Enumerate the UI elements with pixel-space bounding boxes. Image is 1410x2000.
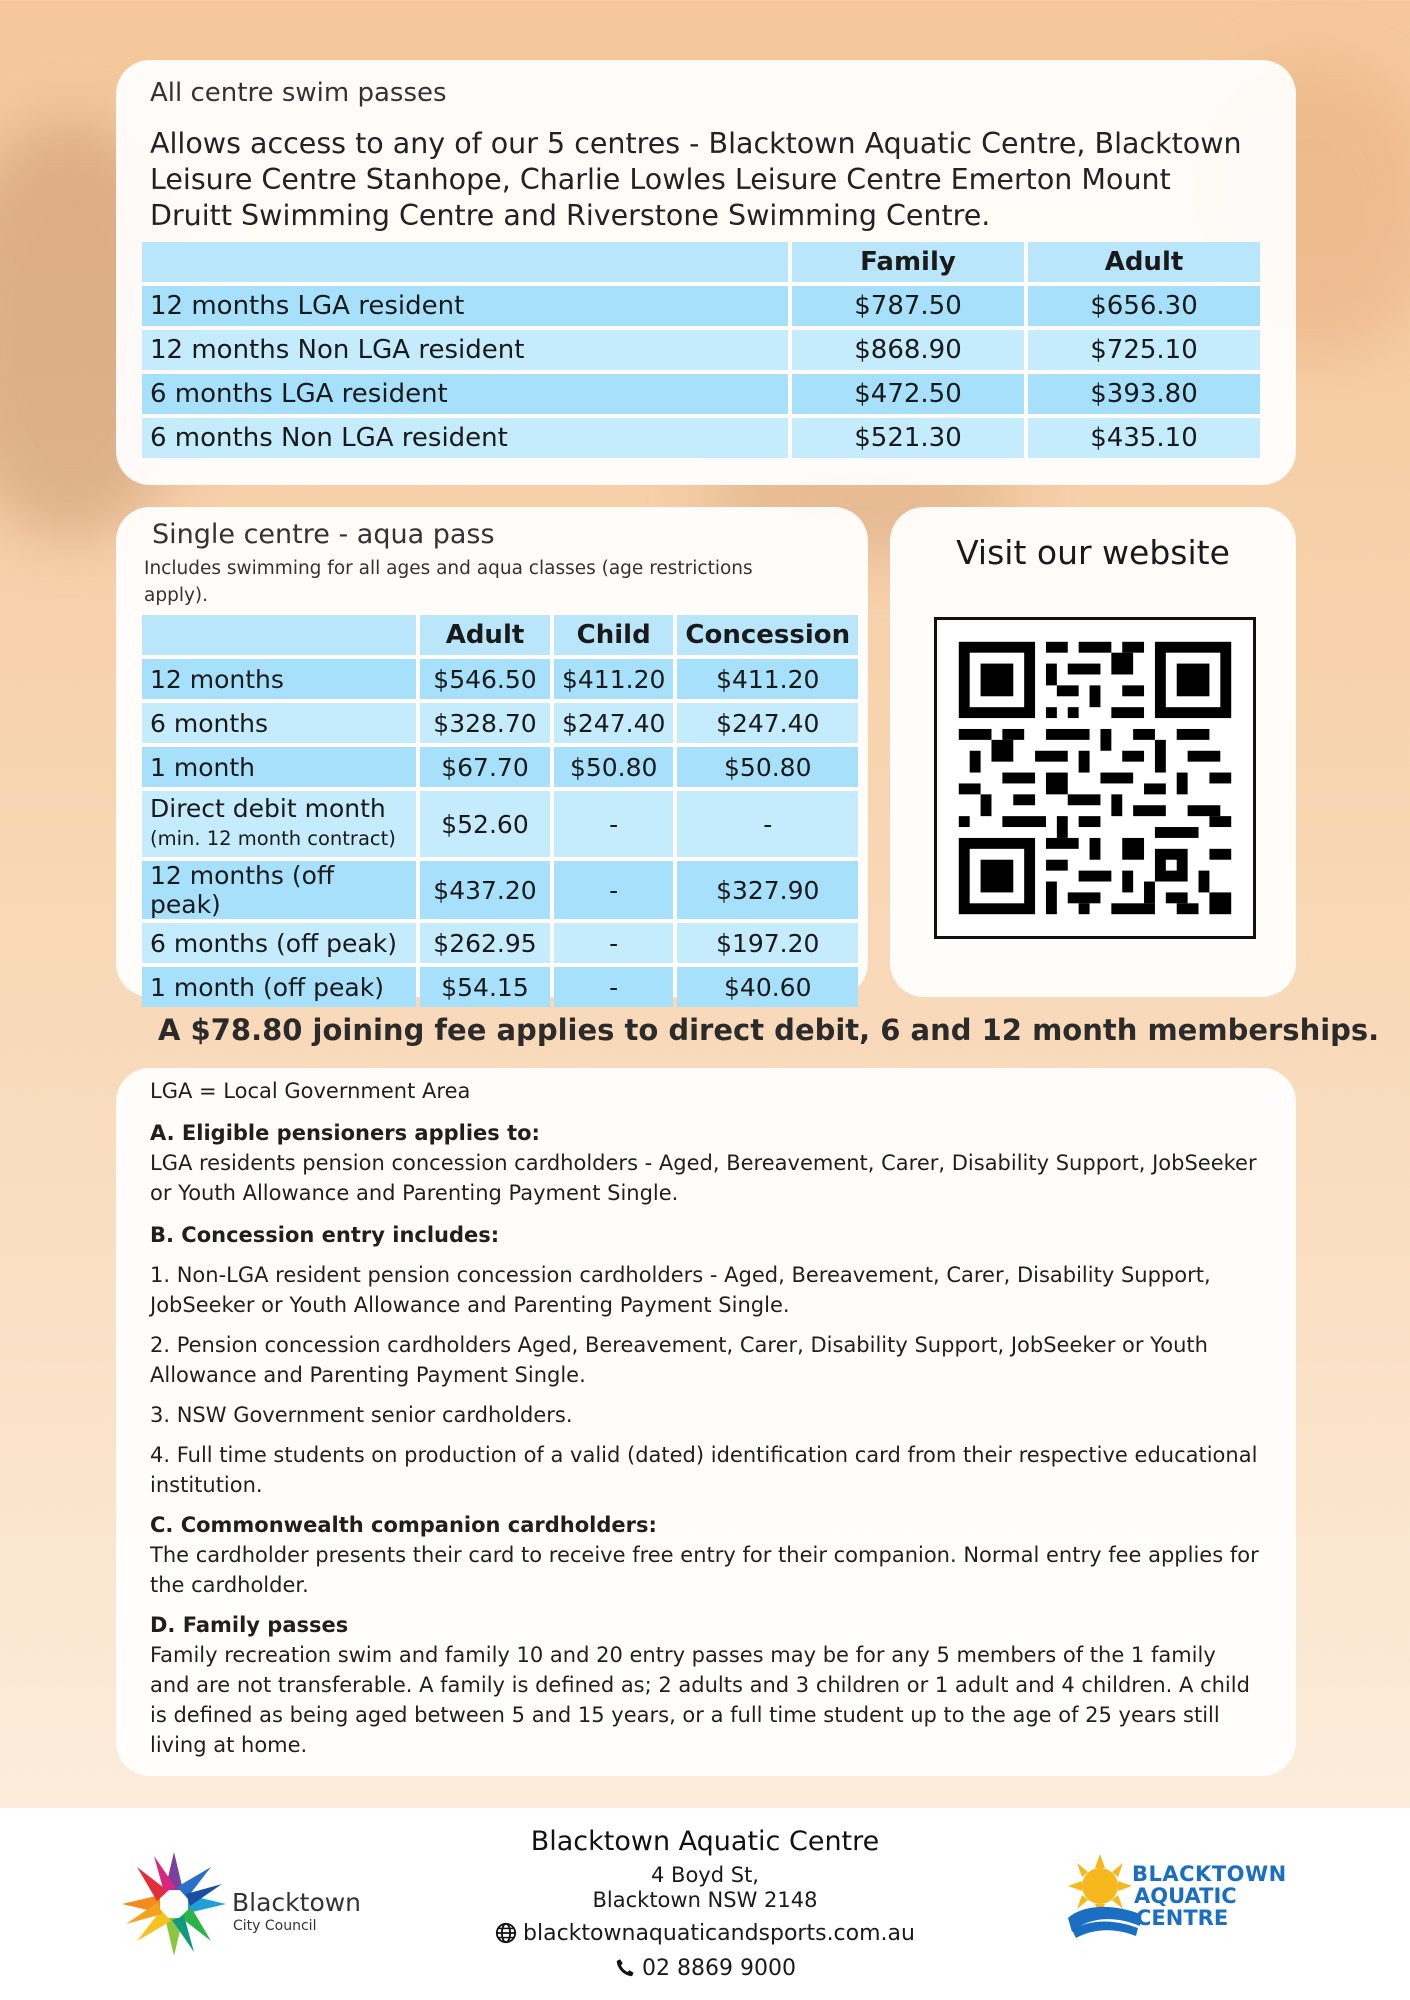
phone-icon bbox=[614, 1957, 636, 1979]
adult-price: $393.80 bbox=[1028, 374, 1260, 414]
website-card bbox=[890, 507, 1296, 997]
concession-price: $247.40 bbox=[677, 703, 858, 743]
all-centre-description: Allows access to any of our 5 centres - Blacktown Aquatic Centre, Blacktown Leisure Centre Stanhope, Charlie Lowles Leisure Centre Emerton Mount Druitt Swimming Centre and Riverstone Swimming Centre. bbox=[150, 127, 1242, 232]
concession-price: - bbox=[677, 791, 858, 857]
table-row bbox=[142, 861, 858, 919]
adult-price: $262.95 bbox=[420, 923, 550, 963]
phone-line bbox=[405, 1951, 1005, 1987]
phone-number[interactable]: 02 8869 9000 bbox=[642, 1956, 796, 1981]
council-logo-subtext: City Council bbox=[233, 1918, 317, 1934]
table-header: Adult bbox=[1028, 242, 1260, 282]
row-label: 1 month bbox=[142, 747, 416, 787]
family-price: $521.30 bbox=[792, 418, 1024, 458]
footer-address-block bbox=[405, 1826, 1005, 1987]
section-b-heading: B. Concession entry includes: bbox=[150, 1223, 500, 1247]
adult-price: $52.60 bbox=[420, 791, 550, 857]
address-line-2: Blacktown NSW 2148 bbox=[592, 1888, 818, 1912]
notes-card bbox=[116, 1068, 1296, 1776]
table-header: Adult bbox=[420, 615, 550, 655]
adult-price: $54.15 bbox=[420, 967, 550, 1007]
row-label: 6 months (off peak) bbox=[142, 923, 416, 963]
globe-icon bbox=[495, 1922, 517, 1944]
adult-price: $546.50 bbox=[420, 659, 550, 699]
table-row bbox=[142, 374, 1260, 414]
centre-name: Blacktown Aquatic Centre bbox=[530, 1826, 880, 1857]
row-label: 12 months LGA resident bbox=[142, 286, 788, 326]
adult-price: $435.10 bbox=[1028, 418, 1260, 458]
table-row bbox=[142, 286, 1260, 326]
table-row bbox=[142, 791, 858, 857]
qr-code[interactable] bbox=[934, 617, 1256, 939]
concession-price: $327.90 bbox=[677, 861, 858, 919]
aquatic-logo-line2: AQUATIC bbox=[1134, 1884, 1237, 1908]
child-price: $50.80 bbox=[554, 747, 673, 787]
child-price: - bbox=[554, 923, 673, 963]
table-header bbox=[142, 615, 416, 655]
council-logo-text: Blacktown bbox=[232, 1888, 362, 1917]
row-label bbox=[142, 791, 416, 857]
table-header: Family bbox=[792, 242, 1024, 282]
adult-price: $656.30 bbox=[1028, 286, 1260, 326]
row-label: 1 month (off peak) bbox=[142, 967, 416, 1007]
section-a-text: LGA residents pension concession cardholders - Aged, Bereavement, Carer, Disability Support, JobSeeker or Youth Allowance and Parenting Payment Single. bbox=[150, 1151, 1257, 1205]
table-row bbox=[142, 659, 858, 699]
row-label-main: Direct debit month bbox=[150, 794, 386, 823]
aquatic-logo-line3: CENTRE bbox=[1136, 1906, 1229, 1930]
single-centre-table bbox=[138, 611, 862, 1011]
section-c-text: The cardholder presents their card to receive free entry for their companion. Normal entry fee applies for the cardholder. bbox=[150, 1543, 1259, 1597]
section-d-text: Family recreation swim and family 10 and 20 entry passes may be for any 5 members of the 1 family and are not transferable. A family is defined as; 2 adults and 3 children or 1 adult and 4 children. A child is defined as being aged between 5 and 15 years, or a full time student up to the age of 25 years still living at home. bbox=[150, 1643, 1250, 1757]
address-line-1: 4 Boyd St, bbox=[651, 1863, 759, 1887]
child-price: - bbox=[554, 967, 673, 1007]
table-row bbox=[142, 967, 858, 1007]
adult-price: $725.10 bbox=[1028, 330, 1260, 370]
row-label: 6 months LGA resident bbox=[142, 374, 788, 414]
section-d-heading: D. Family passes bbox=[150, 1613, 349, 1637]
lga-definition: LGA = Local Government Area bbox=[150, 1079, 471, 1103]
section-a-heading: A. Eligible pensioners applies to: bbox=[150, 1121, 540, 1145]
single-centre-card bbox=[116, 507, 868, 1002]
adult-price: $437.20 bbox=[420, 861, 550, 919]
row-label: 6 months bbox=[142, 703, 416, 743]
council-star-icon bbox=[118, 1848, 230, 1960]
section-b-item: 2. Pension concession cardholders Aged, Bereavement, Carer, Disability Support, JobSeeker or Youth Allowance and Parenting Payment Single. bbox=[150, 1333, 1208, 1387]
child-price: $247.40 bbox=[554, 703, 673, 743]
row-label: 12 months bbox=[142, 659, 416, 699]
single-centre-description: Includes swimming for all ages and aqua classes (age restrictions apply). bbox=[144, 558, 753, 606]
family-price: $787.50 bbox=[792, 286, 1024, 326]
section-b-item: 3. NSW Government senior cardholders. bbox=[150, 1403, 573, 1427]
aquatic-centre-logo bbox=[1064, 1848, 1304, 1958]
website-title: Visit our website bbox=[956, 533, 1230, 572]
concession-price: $411.20 bbox=[677, 659, 858, 699]
child-price: - bbox=[554, 791, 673, 857]
adult-price: $328.70 bbox=[420, 703, 550, 743]
single-centre-title: Single centre - aqua pass bbox=[152, 519, 495, 550]
all-centre-title: All centre swim passes bbox=[150, 78, 447, 108]
family-price: $472.50 bbox=[792, 374, 1024, 414]
concession-price: $197.20 bbox=[677, 923, 858, 963]
qr-code-graphic bbox=[937, 620, 1253, 936]
adult-price: $67.70 bbox=[420, 747, 550, 787]
website-link[interactable]: blacktownaquaticandsports.com.au bbox=[523, 1921, 915, 1946]
table-row bbox=[142, 330, 1260, 370]
all-centre-table bbox=[138, 238, 1264, 462]
table-header bbox=[142, 242, 788, 282]
table-row bbox=[142, 418, 1260, 458]
section-b-item: 4. Full time students on production of a valid (dated) identification card from their respective educational institution. bbox=[150, 1443, 1258, 1497]
family-price: $868.90 bbox=[792, 330, 1024, 370]
child-price: - bbox=[554, 861, 673, 919]
council-logo bbox=[118, 1844, 378, 1964]
table-row bbox=[142, 923, 858, 963]
joining-fee-notice: A $78.80 joining fee applies to direct debit, 6 and 12 month memberships. bbox=[158, 1013, 1380, 1047]
concession-price: $50.80 bbox=[677, 747, 858, 787]
table-header: Child bbox=[554, 615, 673, 655]
footer bbox=[0, 1808, 1410, 2000]
table-row bbox=[142, 747, 858, 787]
all-centre-card bbox=[116, 60, 1296, 485]
section-b-item: 1. Non-LGA resident pension concession cardholders - Aged, Bereavement, Carer, Disability Support, JobSeeker or Youth Allowance and Parenting Payment Single. bbox=[150, 1263, 1211, 1317]
section-c-heading: C. Commonwealth companion cardholders: bbox=[150, 1513, 657, 1537]
table-row bbox=[142, 703, 858, 743]
child-price: $411.20 bbox=[554, 659, 673, 699]
row-label-sub: (min. 12 month contract) bbox=[150, 827, 396, 850]
row-label: 6 months Non LGA resident bbox=[142, 418, 788, 458]
aquatic-logo-line1: BLACKTOWN bbox=[1132, 1862, 1287, 1886]
website-line bbox=[405, 1917, 1005, 1951]
row-label: 12 months (off peak) bbox=[142, 861, 416, 919]
concession-price: $40.60 bbox=[677, 967, 858, 1007]
table-header: Concession bbox=[677, 615, 858, 655]
row-label: 12 months Non LGA resident bbox=[142, 330, 788, 370]
